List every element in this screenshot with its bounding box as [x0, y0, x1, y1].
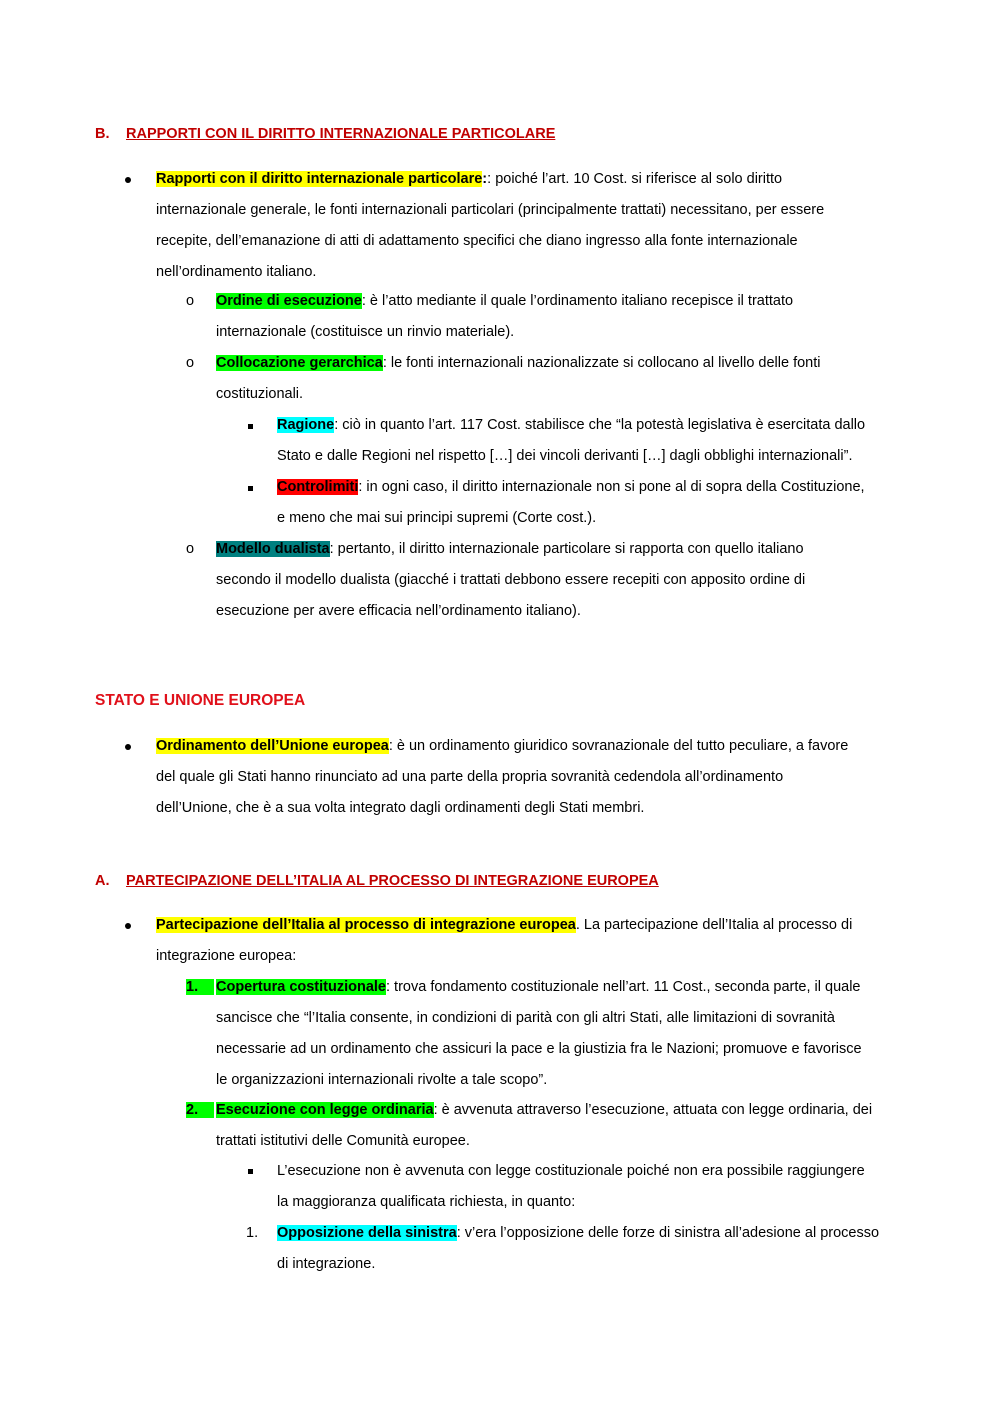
sub-sub-list-item [277, 472, 865, 534]
text-line: Stato e dalle Regioni nel rispetto […] dei vincoli derivanti […] dagli obblighi internazionali”. [277, 448, 853, 464]
text-run: : trova fondamento costituzionale nell’art. 11 Cost., seconda parte, il quale [386, 979, 861, 995]
text-line [216, 1095, 872, 1126]
text-run: : v’era l’opposizione delle forze di sinistra all’adesione al processo [456, 1225, 880, 1241]
inner-numbered-item [277, 1218, 879, 1280]
text-line: recepite, dell’emanazione di atti di adattamento specifici che diano ingresso alla fonte internazionale [156, 233, 798, 249]
text-run: : le fonti internazionali nazionalizzate si collocano al livello delle fonti [382, 355, 821, 371]
highlighted-term: Opposizione della sinistra [277, 1225, 457, 1241]
list-item [156, 910, 852, 972]
sub-bullet-marker: o [186, 355, 195, 371]
text-line: integrazione europea: [156, 948, 297, 964]
text-run: : è l’atto mediante il quale l’ordinamento italiano recepisce il trattato [361, 293, 794, 309]
text-line: trattati istitutivi delle Comunità europee. [216, 1133, 470, 1149]
sub-bullet-marker: o [186, 293, 195, 309]
text-line: costituzionali. [216, 386, 304, 402]
text-line: Rapporti con il diritto internazionale particolare:: poiché l’art. 10 Cost. si riferisce al solo diritto [156, 171, 783, 187]
list-item [156, 164, 824, 288]
text-line: dell’Unione, che è a sua volta integrato dagli ordinamenti degli Stati membri. [156, 800, 645, 816]
section-title: RAPPORTI CON IL DIRITTO INTERNAZIONALE PARTICOLARE [126, 126, 556, 142]
text-run: : pertanto, il diritto internazionale particolare si rapporta con quello italiano [329, 541, 804, 557]
chapter-heading: STATO E UNIONE EUROPEA [95, 692, 306, 709]
text-run: : ciò in quanto l’art. 117 Cost. stabilisce che “la potestà legislativa è esercitata dallo [334, 417, 866, 433]
sub-list-item [216, 534, 805, 627]
highlighted-term: Ordinamento dell’Unione europea [156, 738, 389, 754]
text-run: : è un ordinamento giuridico sovranazionale del tutto peculiare, a favore [388, 738, 849, 754]
text-line [277, 410, 865, 441]
numbered-item [216, 1095, 872, 1157]
text-line: internazionale (costituisce un rinvio materiale). [216, 324, 515, 340]
highlighted-term: Copertura costituzionale [216, 979, 386, 995]
highlighted-term: Ordine di esecuzione [216, 293, 362, 309]
text-line: sancisce che “l’Italia consente, in condizioni di parità con gli altri Stati, alle limitazioni di sovranità [216, 1010, 835, 1026]
highlighted-term: Partecipazione dell’Italia al processo di integrazione europea [156, 917, 576, 933]
text-line: necessarie ad un ordinamento che assicuri la pace e la giustizia fra le Nazioni; promuove e favorisce [216, 1041, 862, 1057]
text-line: secondo il modello dualista (giacché i trattati debbono essere recepiti con apposito ordine di [216, 572, 806, 588]
section-letter: A. [95, 873, 110, 889]
sub-bullet-marker: o [186, 541, 195, 557]
square-bullet [248, 424, 253, 429]
text-line [216, 286, 793, 317]
highlighted-term: Esecuzione con legge ordinaria [216, 1102, 434, 1118]
bullet-dot [125, 744, 131, 750]
text-line [216, 348, 820, 379]
text-line [277, 1218, 879, 1249]
bullet-dot [125, 923, 131, 929]
text-run: : è avvenuta attraverso l’esecuzione, attuata con legge ordinaria, dei [433, 1102, 873, 1118]
highlighted-term: Controlimiti [277, 479, 359, 495]
highlighted-term: Ragione [277, 417, 335, 433]
square-bullet [248, 1169, 253, 1174]
text-run: : in ogni caso, il diritto internazionale non si pone al di sopra della Costituzione, [358, 479, 865, 495]
text-line: L’esecuzione non è avvenuta con legge costituzionale poiché non era possibile raggiungere [277, 1163, 865, 1179]
text-line: esecuzione per avere efficacia nell’ordinamento italiano). [216, 603, 581, 619]
text-line: del quale gli Stati hanno rinunciato ad una parte della propria sovranità cedendola all’ordinamento [156, 769, 784, 785]
highlighted-term: Collocazione gerarchica [216, 355, 383, 371]
section-title: PARTECIPAZIONE DELL’ITALIA AL PROCESSO DI INTEGRAZIONE EUROPEA [126, 873, 659, 889]
number-marker: 1. [186, 972, 214, 1003]
numbered-item [216, 972, 862, 1096]
text-line: le organizzazioni internazionali rivolte a tale scopo”. [216, 1072, 548, 1088]
text-line [216, 534, 805, 565]
sub-list-item [216, 348, 820, 410]
list-item [156, 731, 848, 824]
highlighted-term: Rapporti con il diritto internazionale particolare [156, 171, 483, 187]
text-line [156, 910, 852, 941]
section-letter: B. [95, 126, 110, 142]
text-line: di integrazione. [277, 1256, 376, 1272]
text-run: . La partecipazione dell’Italia al processo di [575, 917, 853, 933]
text-line [216, 972, 862, 1003]
number-marker: 2. [186, 1095, 214, 1126]
sub-list-item [216, 286, 793, 348]
text-line: nell’ordinamento italiano. [156, 264, 317, 280]
square-bullet [248, 486, 253, 491]
number-marker: 1. [246, 1225, 259, 1241]
section-b-heading [95, 126, 555, 142]
sub-sub-list-item [277, 1156, 865, 1218]
text-run: : poiché l’art. 10 Cost. si riferisce al solo diritto [487, 171, 783, 187]
text-line [156, 731, 848, 762]
section-a-heading [95, 873, 659, 889]
highlighted-term: Modello dualista [216, 541, 330, 557]
bullet-dot [125, 177, 131, 183]
text-line: internazionale generale, le fonti internazionali particolari (principalmente trattati) necessitano, per essere [156, 202, 825, 218]
text-line: e meno che mai sui principi supremi (Corte cost.). [277, 510, 597, 526]
sub-sub-list-item [277, 410, 865, 472]
text-line: la maggioranza qualificata richiesta, in quanto: [277, 1194, 576, 1210]
text-line [277, 472, 865, 503]
